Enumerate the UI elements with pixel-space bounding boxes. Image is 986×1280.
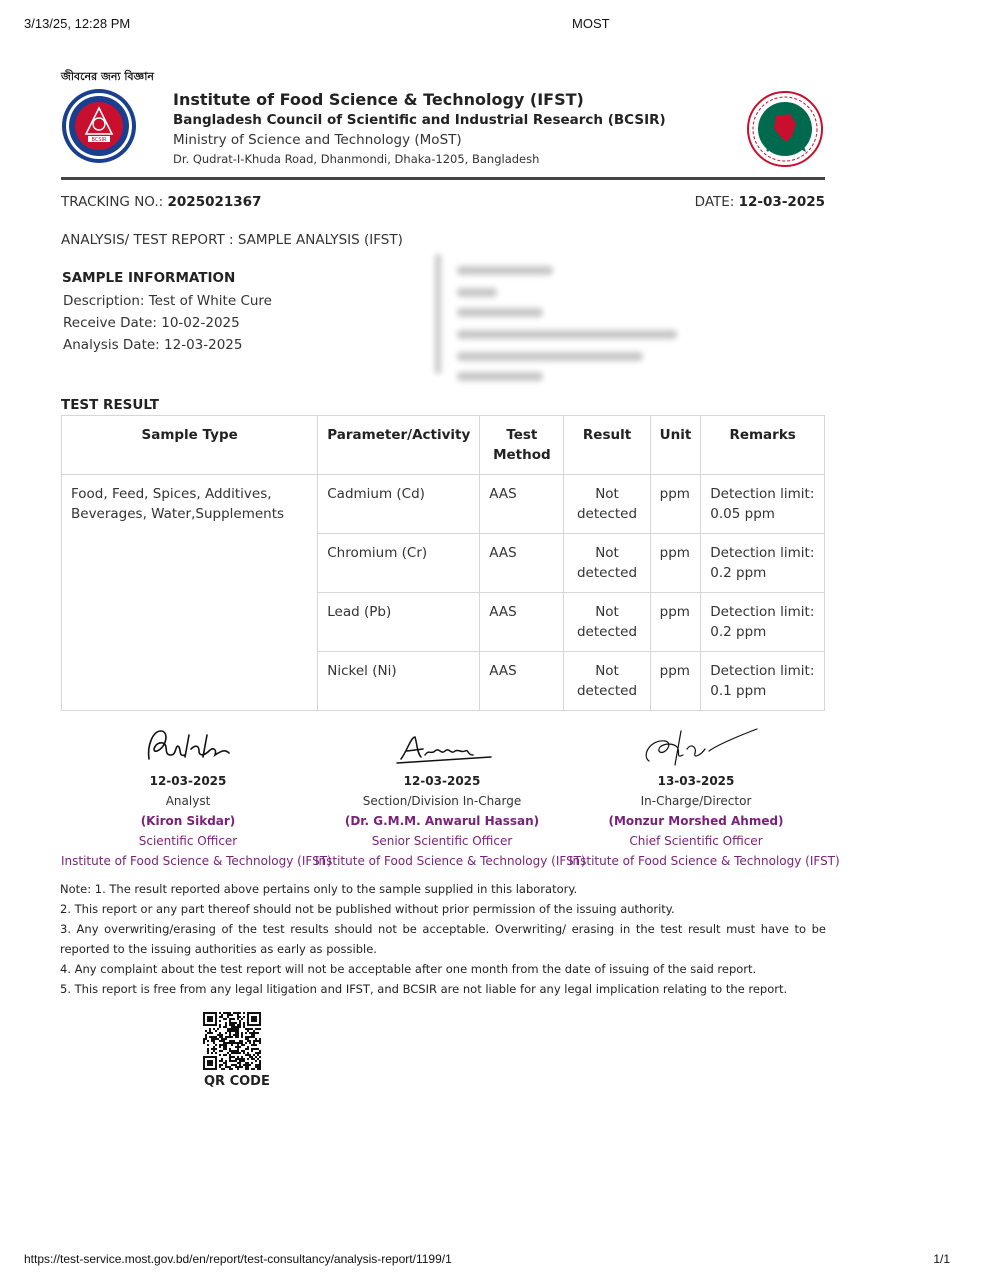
signature-role: Section/Division In-Charge bbox=[362, 794, 522, 808]
signature-title: Scientific Officer bbox=[138, 834, 238, 848]
remarks-cell: Detection limit: 0.1 ppm bbox=[701, 652, 825, 711]
parameter-cell: Cadmium (Cd) bbox=[318, 475, 480, 534]
sample-receive-date: Receive Date: 10-02-2025 bbox=[63, 315, 240, 331]
signature-role: In-Charge/Director bbox=[640, 794, 752, 808]
signature-name: (Kiron Sikdar) bbox=[140, 814, 236, 828]
header-remarks: Remarks bbox=[701, 416, 825, 475]
method-cell: AAS bbox=[480, 534, 564, 593]
sample-type-cell: Food, Feed, Spices, Additives, Beverages, Water,Supplements bbox=[62, 475, 318, 711]
signature-name: (Dr. G.M.M. Anwarul Hassan) bbox=[344, 814, 540, 828]
signature-role: Analyst bbox=[165, 794, 211, 808]
header-rule bbox=[61, 177, 825, 180]
signature-title: Chief Scientific Officer bbox=[629, 834, 763, 848]
print-datetime: 3/13/25, 12:28 PM bbox=[24, 16, 131, 31]
sample-information bbox=[63, 290, 272, 356]
signature-section-incharge bbox=[315, 721, 586, 871]
note-item: 2. This report or any part thereof should not be published without prior permission of the issuing authority. bbox=[60, 902, 675, 916]
qr-code-label: QR CODE bbox=[204, 1074, 270, 1089]
sample-description: Description: Test of White Cure bbox=[63, 293, 272, 309]
signature-title: Senior Scientific Officer bbox=[371, 834, 513, 848]
handwritten-signature-icon bbox=[387, 721, 497, 771]
result-cell: Not detected bbox=[564, 475, 650, 534]
note-item: Note: 1. The result reported above pertains only to the sample supplied in this laboratory. bbox=[60, 882, 578, 896]
note-item: 5. This report is free from any legal litigation and IFST, and BCSIR are not liable for any legal implication relating to the report. bbox=[60, 982, 788, 996]
signature-institute: Institute of Food Science & Technology (IFST) bbox=[569, 854, 840, 868]
print-url: https://test-service.most.gov.bd/en/report/test-consultancy/analysis-report/1199/1 bbox=[24, 1252, 452, 1266]
table-header-row bbox=[62, 416, 825, 475]
sample-information-heading: SAMPLE INFORMATION bbox=[62, 270, 236, 286]
header-result: Result bbox=[564, 416, 650, 475]
method-cell: AAS bbox=[480, 652, 564, 711]
bangladesh-govt-seal-icon bbox=[746, 90, 824, 168]
signature-director bbox=[569, 721, 840, 871]
signature-date: 13-03-2025 bbox=[657, 774, 735, 788]
remarks-cell: Detection limit: 0.2 ppm bbox=[701, 593, 825, 652]
note-item: 4. Any complaint about the test report will not be acceptable after one month from the date of issuing of the said report. bbox=[60, 962, 757, 976]
unit-cell: ppm bbox=[650, 593, 701, 652]
table-row bbox=[62, 475, 825, 534]
remarks-cell: Detection limit: 0.2 ppm bbox=[701, 534, 825, 593]
test-result-heading: TEST RESULT bbox=[61, 397, 159, 413]
method-cell: AAS bbox=[480, 475, 564, 534]
header-test-method: Test Method bbox=[480, 416, 564, 475]
tracking-number: TRACKING NO.: 2025021367 bbox=[61, 194, 262, 210]
unit-cell: ppm bbox=[650, 652, 701, 711]
ministry-name: Ministry of Science and Technology (MoST) bbox=[173, 132, 462, 148]
result-cell: Not detected bbox=[564, 534, 650, 593]
method-cell: AAS bbox=[480, 593, 564, 652]
signature-analyst bbox=[61, 721, 332, 871]
tagline: জীবনের জন্য বিজ্ঞান bbox=[61, 70, 154, 83]
handwritten-signature-icon bbox=[631, 721, 761, 771]
parameter-cell: Chromium (Cr) bbox=[318, 534, 480, 593]
header-parameter: Parameter/Activity bbox=[318, 416, 480, 475]
bcsir-logo-icon bbox=[61, 88, 137, 164]
date-value: 12-03-2025 bbox=[738, 194, 825, 210]
qr-code-icon[interactable] bbox=[203, 1012, 261, 1070]
report-type: ANALYSIS/ TEST REPORT : SAMPLE ANALYSIS (IFST) bbox=[61, 232, 403, 248]
sample-analysis-date: Analysis Date: 12-03-2025 bbox=[63, 337, 243, 353]
note-item: 3. Any overwriting/erasing of the test results should not be acceptable. Overwriting/ erasing in the test result must have to be reported to the issuing authorities as early as possible. bbox=[60, 922, 826, 956]
unit-cell: ppm bbox=[650, 534, 701, 593]
print-page-number: 1/1 bbox=[933, 1252, 950, 1266]
remarks-cell: Detection limit: 0.05 ppm bbox=[701, 475, 825, 534]
result-cell: Not detected bbox=[564, 593, 650, 652]
parameter-cell: Nickel (Ni) bbox=[318, 652, 480, 711]
signature-institute: Institute of Food Science & Technology (IFST) bbox=[61, 854, 332, 868]
test-result-table bbox=[61, 415, 825, 711]
report-date: DATE: 12-03-2025 bbox=[694, 194, 825, 210]
organization-block bbox=[173, 90, 733, 169]
signature-institute: Institute of Food Science & Technology (IFST) bbox=[315, 854, 586, 868]
header-sample-type: Sample Type bbox=[62, 416, 318, 475]
signature-name: (Monzur Morshed Ahmed) bbox=[608, 814, 784, 828]
print-title: MOST bbox=[572, 16, 610, 31]
report-notes bbox=[60, 879, 826, 999]
institute-name: Institute of Food Science & Technology (IFST) bbox=[173, 90, 584, 109]
handwritten-signature-icon bbox=[133, 721, 243, 771]
council-name: Bangladesh Council of Scientific and Industrial Research (BCSIR) bbox=[173, 112, 666, 128]
signatures bbox=[61, 721, 840, 871]
redacted-customer-info bbox=[431, 254, 701, 386]
tracking-value: 2025021367 bbox=[167, 194, 262, 210]
svg-text:BCSIR: BCSIR bbox=[91, 137, 107, 143]
header-unit: Unit bbox=[650, 416, 701, 475]
signature-date: 12-03-2025 bbox=[149, 774, 227, 788]
institute-address: Dr. Qudrat-I-Khuda Road, Dhanmondi, Dhaka-1205, Bangladesh bbox=[173, 152, 540, 166]
parameter-cell: Lead (Pb) bbox=[318, 593, 480, 652]
result-cell: Not detected bbox=[564, 652, 650, 711]
unit-cell: ppm bbox=[650, 475, 701, 534]
signature-date: 12-03-2025 bbox=[403, 774, 481, 788]
